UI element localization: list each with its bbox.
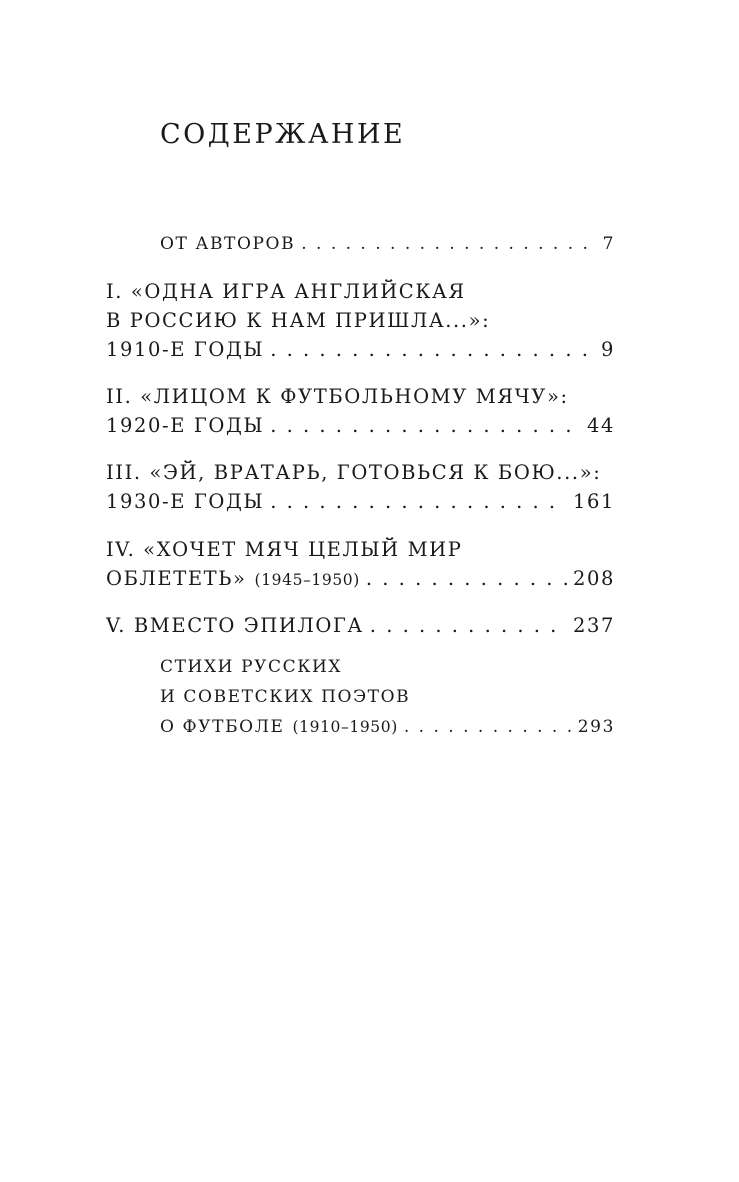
entry-title-line: СТИХИ РУССКИХ (160, 657, 343, 677)
page-number: 293 (577, 717, 615, 737)
page-number: 7 (602, 234, 615, 254)
page-title: СОДЕРЖАНИЕ (160, 119, 406, 151)
entry-title-line: 1930-Е ГОДЫ (106, 490, 265, 513)
dot-leader (270, 335, 595, 365)
page-number: 237 (572, 614, 615, 637)
dot-leader (270, 487, 567, 517)
entry-title: ОТ АВТОРОВ (160, 234, 296, 254)
entry-years: (1910–1950) (292, 718, 398, 736)
entry-title-line: О ФУТБОЛЕ (160, 717, 285, 737)
dot-leader (366, 564, 567, 594)
entry-title-line: II. «ЛИЦОМ К ФУТБОЛЬНОМУ МЯЧУ»: (106, 385, 569, 408)
page-number: 9 (600, 338, 615, 361)
page-number: 44 (586, 414, 615, 437)
dot-leader (404, 712, 572, 742)
entry-years: (1945–1950) (254, 571, 360, 589)
entry-title-line: IV. «ХОЧЕТ МЯЧ ЦЕЛЫЙ МИР (106, 538, 463, 561)
entry-title-line: И СОВЕТСКИХ ПОЭТОВ (160, 687, 411, 707)
dot-leader (270, 411, 581, 441)
entry-title-line: I. «ОДНА ИГРА АНГЛИЙСКАЯ (106, 280, 466, 303)
dot-leader (301, 229, 596, 259)
page-number: 161 (572, 490, 615, 513)
entry-title-line: ОБЛЕТЕТЬ» (106, 567, 247, 590)
entry-title: V. ВМЕСТО ЭПИЛОГА (106, 614, 364, 637)
dot-leader (370, 611, 567, 641)
entry-title-line: III. «ЭЙ, ВРАТАРЬ, ГОТОВЬСЯ К БОЮ...»: (106, 461, 602, 484)
page-number: 208 (572, 567, 615, 590)
entry-title-line: В РОССИЮ К НАМ ПРИШЛА...»: (106, 309, 491, 332)
entry-title-line: 1910-Е ГОДЫ (106, 338, 265, 361)
entry-title-line: 1920-Е ГОДЫ (106, 414, 265, 437)
